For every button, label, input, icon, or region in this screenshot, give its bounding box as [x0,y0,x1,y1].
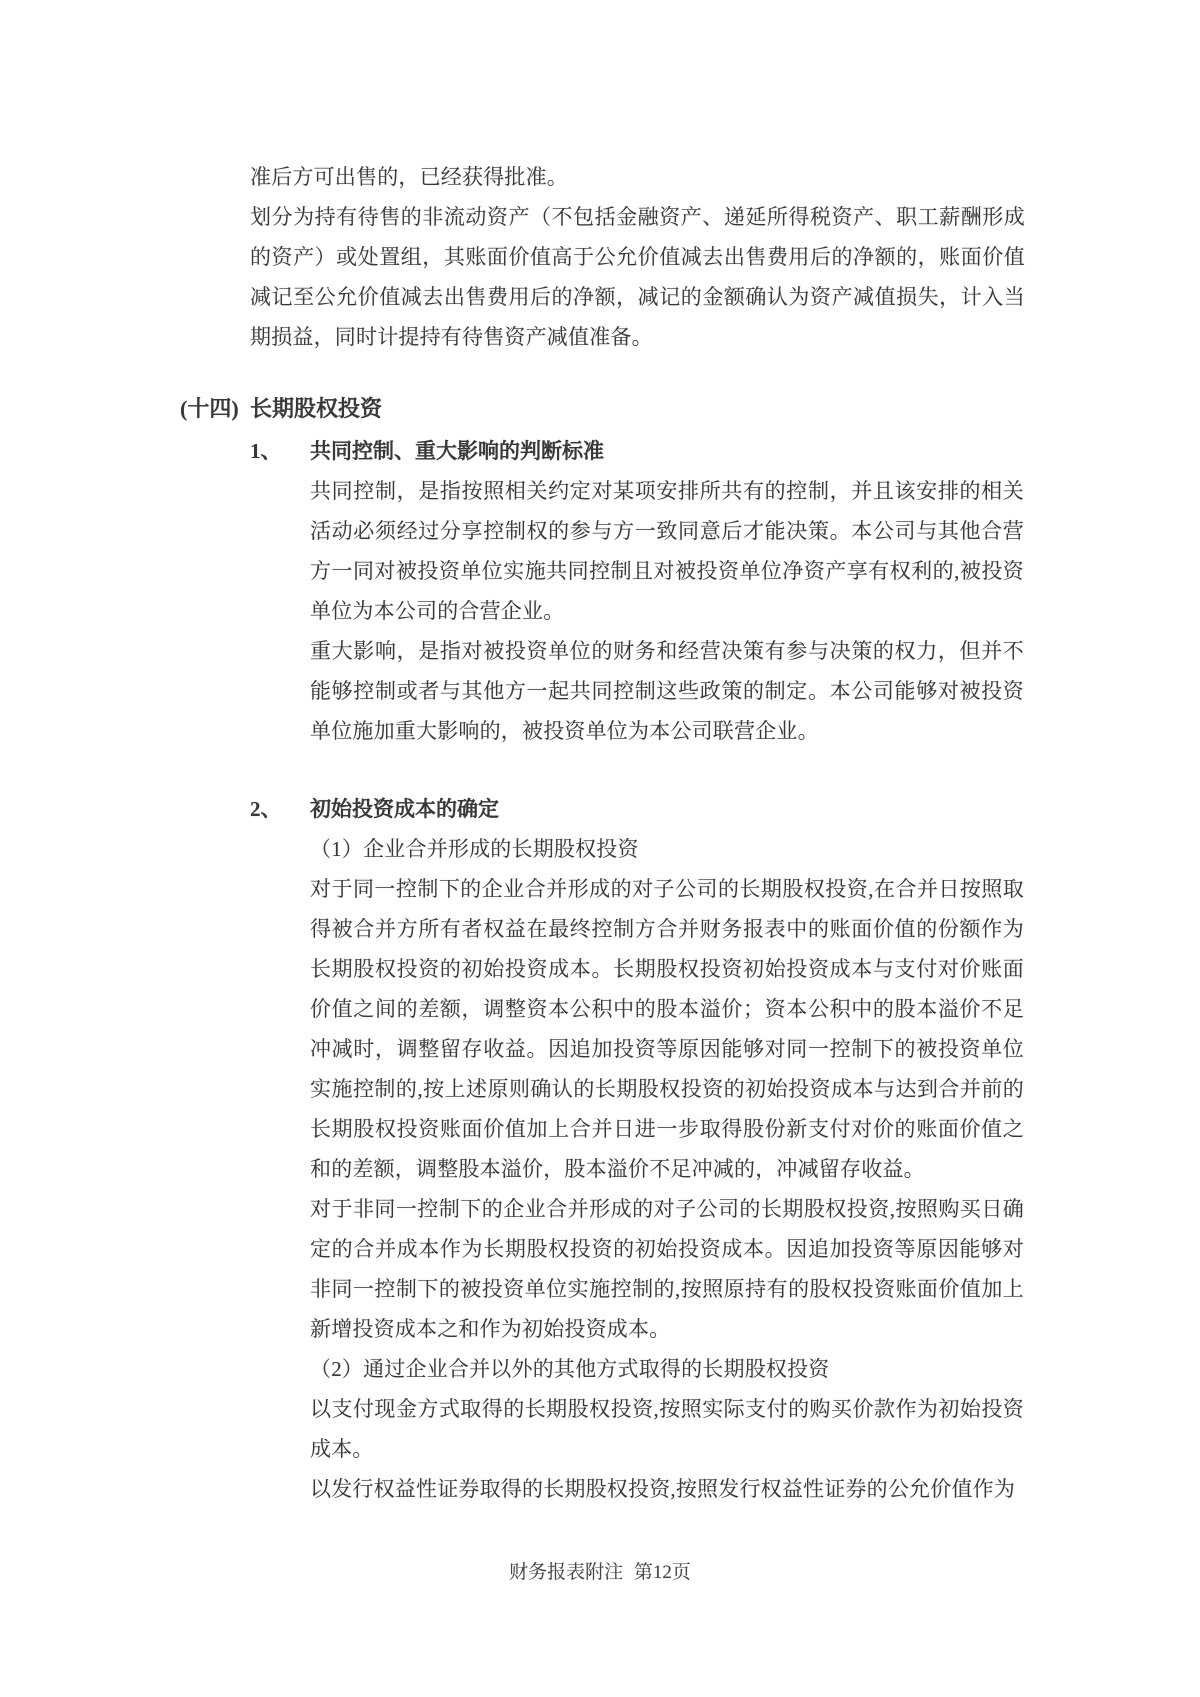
paragraph-held-for-sale-approval: 准后方可出售的，已经获得批准。 [250,165,568,189]
paragraph-equity-securities-acquisition: 以发行权益性证券取得的长期股权投资,按照发行权益性证券的公允价值作为 [310,1477,1016,1501]
paragraph-non-same-control-merger: 对于非同一控制下的企业合并形成的对子公司的长期股权投资,按照购买日确定的合并成本作为长期股权投资的初始投资成本。因追加投资等原因能够对非同一控制下的被投资单位实施控制的,按照原持有的股权投资账面价值加上新增投资成本之和作为初始投资成本。 [310,1197,1024,1341]
page-footer: 财务报表附注 第12页 [509,1562,691,1583]
item-2-title: 初始投资成本的确定 [310,797,499,821]
item-1-title: 共同控制、重大影响的判断标准 [310,439,604,463]
item-2-heading [250,789,1200,829]
paragraph-cash-acquisition: 以支付现金方式取得的长期股权投资,按照实际支付的购买价款作为初始投资成本。 [310,1397,1024,1461]
item-2-body [310,829,1024,1509]
item-1-body [310,471,1024,751]
paragraph-significant-influence: 重大影响，是指对被投资单位的财务和经营决策有参与决策的权力，但并不能够控制或者与其他方一起共同控制这些政策的制定。本公司能够对被投资单位施加重大影响的，被投资单位为本公司联营企业。 [310,639,1024,743]
section-heading [180,389,1200,429]
paragraph-held-for-sale-impairment: 划分为持有待售的非流动资产（不包括金融资产、递延所得税资产、职工薪酬形成的资产）或处置组，其账面价值高于公允价值减去出售费用后的净额的，账面价值减记至公允价值减去出售费用后的净额，减记的金额确认为资产减值损失，计入当期损益，同时计提持有待售资产减值准备。 [250,205,1025,349]
item-1-heading [250,431,1200,471]
section-number: (十四) [180,396,239,421]
paragraph-sub-2-title: （2）通过企业合并以外的其他方式取得的长期股权投资 [310,1357,830,1381]
intro-block [250,157,1025,357]
item-2-number: 2、 [250,797,282,821]
paragraph-same-control-merger: 对于同一控制下的企业合并形成的对子公司的长期股权投资,在合并日按照取得被合并方所有者权益在最终控制方合并财务报表中的账面价值的份额作为长期股权投资的初始投资成本。长期股权投资初始投资成本与支付对价账面价值之间的差额，调整资本公积中的股本溢价；资本公积中的股本溢价不足冲减时，调整留存收益。因追加投资等原因能够对同一控制下的被投资单位实施控制的,按上述原则确认的长期股权投资的初始投资成本与达到合并前的长期股权投资账面价值加上合并日进一步取得股份新支付对价的账面价值之和的差额，调整股本溢价，股本溢价不足冲减的，冲减留存收益。 [310,877,1024,1181]
paragraph-joint-control: 共同控制，是指按照相关约定对某项安排所共有的控制，并且该安排的相关活动必须经过分享控制权的参与方一致同意后才能决策。本公司与其他合营方一同对被投资单位实施共同控制且对被投资单位净资产享有权利的,被投资单位为本公司的合营企业。 [310,479,1024,623]
section-title: 长期股权投资 [250,396,383,421]
item-1-number: 1、 [250,439,282,463]
paragraph-sub-1-title: （1）企业合并形成的长期股权投资 [310,837,639,861]
